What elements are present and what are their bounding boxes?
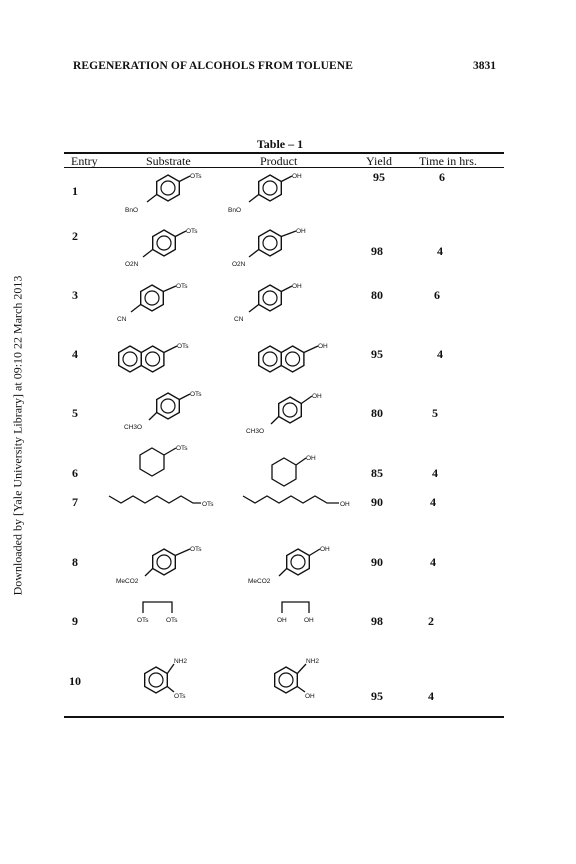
entry-number: 1 [72,184,78,198]
label-ots: OTs [137,617,149,624]
label-ch3o: CH3O [246,428,265,435]
label-oh: OH [312,393,322,400]
column-header-product: Product [260,154,298,168]
time-value: 4 [437,347,443,361]
time-value: 4 [437,244,443,258]
label-ots: OTs [176,445,188,452]
download-watermark: Downloaded by [Yale University Library] at 09:10 22 March 2013 [10,275,25,596]
running-header-title: REGENERATION OF ALCOHOLS FROM TOLUENE [73,60,353,72]
yield-value: 85 [371,466,383,480]
column-header-yield: Yield [366,154,392,168]
yield-value: 90 [371,495,383,509]
structure-product-10 [275,664,306,693]
entry-number: 8 [72,555,78,569]
entry-number: 4 [72,347,78,361]
label-cn: CN [117,316,127,323]
structure-product-2 [249,230,296,257]
time-value: 4 [430,495,436,509]
label-oh: OH [292,173,302,180]
structure-substrate-3 [131,285,176,312]
time-value: 4 [432,466,438,480]
entry-number: 6 [72,466,78,480]
label-bno: BnO [125,207,139,214]
label-ots: OTs [176,283,188,290]
label-ots: OTs [174,693,186,700]
label-ots: OTs [190,173,202,180]
label-oh: OH [320,546,330,553]
time-value: 5 [432,406,438,420]
structure-product-9 [282,602,309,613]
label-cn: CN [234,316,244,323]
structure-product-4 [259,346,318,372]
time-value: 6 [434,288,440,302]
label-ots: OTs [190,546,202,553]
label-oh: OH [296,228,306,235]
label-ots: OTs [190,391,202,398]
yield-value: 95 [373,170,385,184]
label-ch3o: CH3O [124,424,143,431]
structure-substrate-6 [140,448,176,476]
label-meco2: MeCO2 [116,578,139,585]
structure-product-5 [271,396,312,424]
column-header-time: Time in hrs. [419,154,477,168]
column-header-substrate: Substrate [146,154,191,168]
structure-product-7 [243,496,339,503]
table-title: Table – 1 [256,137,304,151]
time-value: 2 [428,614,434,628]
label-oh: OH [306,455,316,462]
column-header-entry: Entry [71,154,98,168]
label-meco2: MeCO2 [248,578,271,585]
time-value: 6 [439,170,445,184]
yield-value: 98 [371,244,383,258]
entry-number: 10 [69,674,81,688]
entry-number: 5 [72,406,78,420]
label-oh: OH [318,343,328,350]
entry-number: 2 [72,229,78,243]
entry-number: 3 [72,288,78,302]
label-o2n: O2N [125,261,139,268]
structure-substrate-1 [147,175,190,202]
yield-value: 95 [371,347,383,361]
structure-product-1 [249,175,292,202]
yield-value: 95 [371,689,383,703]
structure-substrate-10 [145,664,174,693]
structure-product-8 [279,549,320,576]
structure-substrate-2 [143,230,186,257]
label-ots: OTs [186,228,198,235]
entry-number: 7 [72,495,78,509]
label-oh: OH [277,617,287,624]
label-oh: OH [340,501,350,508]
entry-number: 9 [72,614,78,628]
time-value: 4 [430,555,436,569]
yield-value: 98 [371,614,383,628]
structure-product-6 [272,458,306,486]
label-oh: OH [304,617,314,624]
structure-substrate-7 [109,496,201,503]
yield-value: 80 [371,288,383,302]
label-nh2: NH2 [174,658,188,665]
label-ots: OTs [202,501,214,508]
label-bno: BnO [228,207,242,214]
label-nh2: NH2 [306,658,320,665]
label-ots: OTs [177,343,189,350]
label-oh: OH [292,283,302,290]
structure-product-3 [249,285,292,312]
label-o2n: O2N [232,261,246,268]
label-oh: OH [305,693,315,700]
structure-substrate-5 [149,393,190,420]
page-number: 3831 [473,60,496,72]
time-value: 4 [428,689,434,703]
structure-substrate-4 [119,346,177,372]
structure-substrate-8 [145,549,190,576]
label-ots: OTs [166,617,178,624]
yield-value: 80 [371,406,383,420]
structure-substrate-9 [143,602,172,613]
yield-value: 90 [371,555,383,569]
